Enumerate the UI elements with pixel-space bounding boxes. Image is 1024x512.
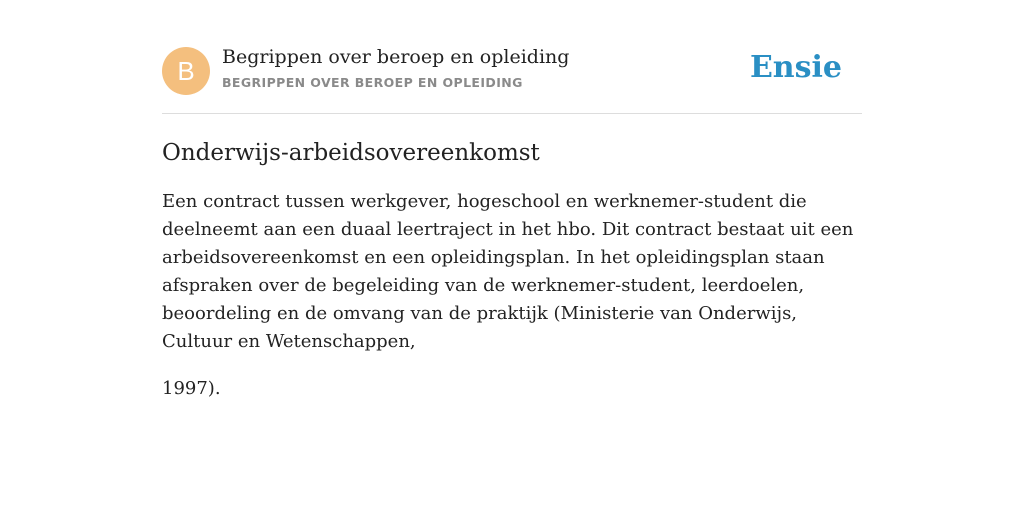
source-subtitle: BEGRIPPEN OVER BEROEP EN OPLEIDING bbox=[222, 75, 523, 90]
entry-paragraph: 1997). bbox=[162, 378, 221, 399]
source-avatar[interactable]: B bbox=[162, 47, 210, 95]
source-name[interactable]: Begrippen over beroep en opleiding bbox=[222, 46, 570, 68]
entry-title: Onderwijs-arbeidsovereenkomst bbox=[162, 140, 540, 166]
entry-card bbox=[162, 46, 862, 422]
entry-header bbox=[162, 46, 862, 114]
entry-paragraph: Een contract tussen werkgever, hogeschool en werknemer-student die deelneemt aan een duaal leertraject in het hbo. Dit contract bestaat uit een arbeidsovereenkomst en een opleidingsplan. In het opleidingsplan staan afspraken over de begeleiding van de werknemer-student, leerdoelen, beoordeling en de omvang van de praktijk (Ministerie van Onderwijs, Cultuur en Wetenschappen, bbox=[162, 191, 854, 352]
entry-body bbox=[162, 188, 862, 403]
brand-logo[interactable]: Ensie bbox=[749, 50, 842, 85]
